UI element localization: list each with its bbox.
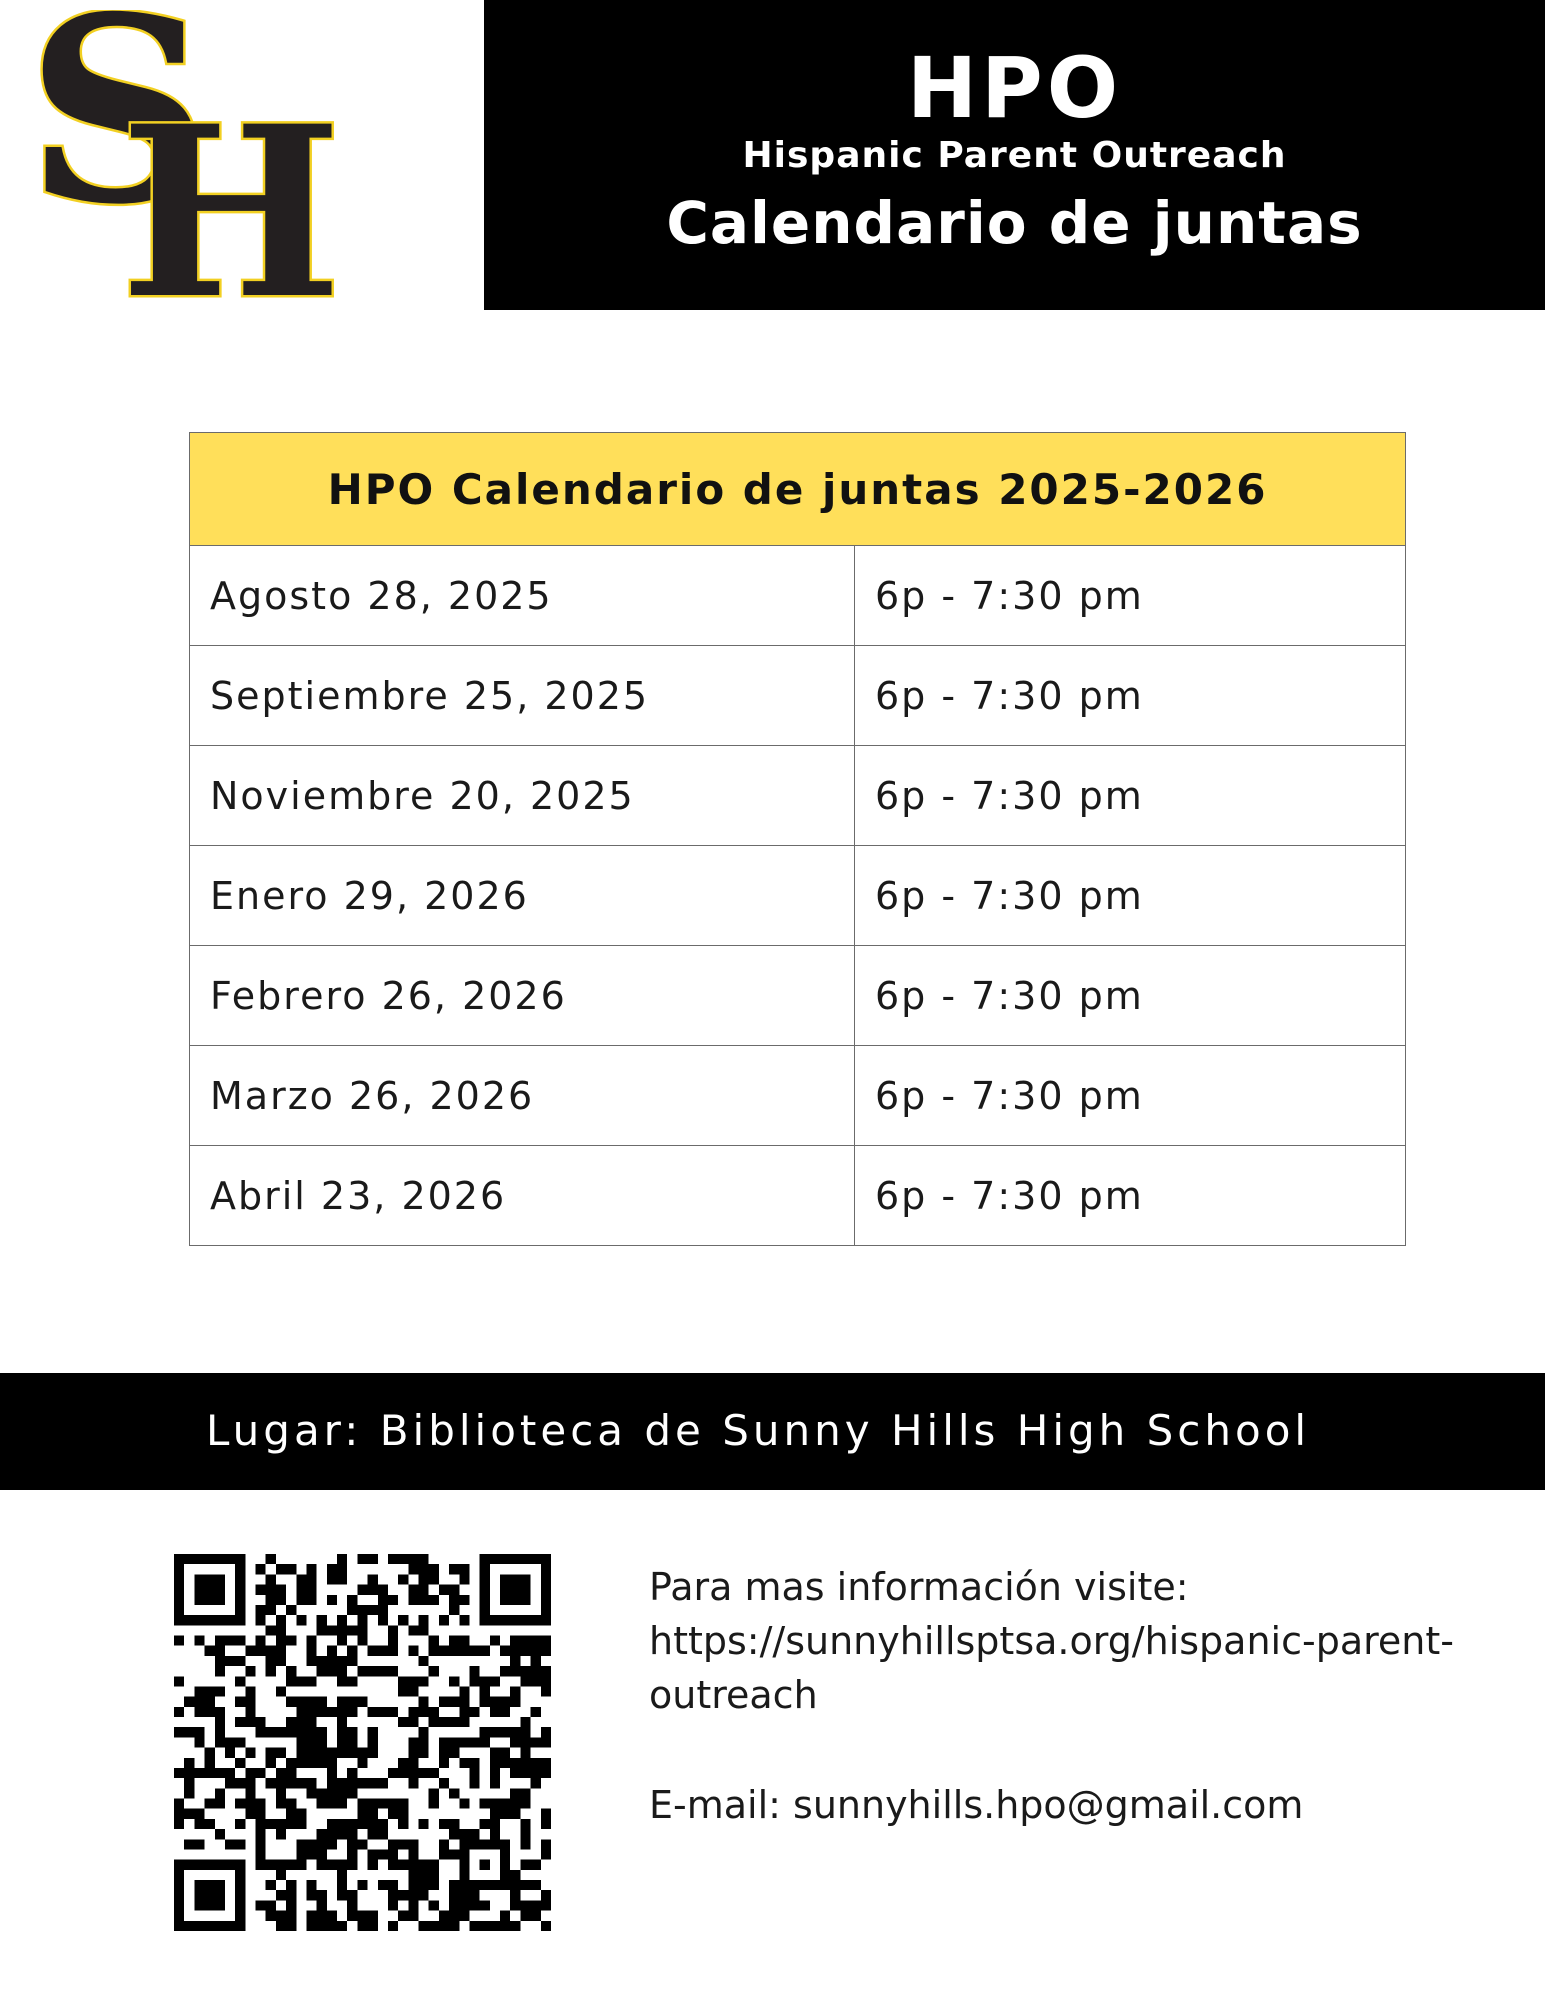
meeting-date: Abril 23, 2026 (190, 1146, 855, 1246)
svg-text:S: S (26, 10, 191, 261)
page-title: HPO (906, 39, 1123, 137)
location-band (0, 1373, 1545, 1490)
table-row (190, 846, 1406, 946)
meeting-date: Marzo 26, 2026 (190, 1046, 855, 1146)
meeting-time: 6p - 7:30 pm (855, 746, 1406, 846)
table-row (190, 946, 1406, 1046)
sunny-hills-sh-logo (20, 10, 440, 300)
more-info-text: Para mas información visite: (649, 1565, 1189, 1609)
location-text: Lugar: Biblioteca de Sunny Hills High School (206, 1406, 1311, 1455)
svg-text:H: H (120, 75, 343, 300)
website-link[interactable] (649, 1614, 1509, 1722)
calendar-title: Calendario de juntas (666, 189, 1363, 257)
table-row (190, 746, 1406, 846)
meeting-time: 6p - 7:30 pm (855, 946, 1406, 1046)
qr-code-icon[interactable] (174, 1554, 551, 1931)
meeting-time: 6p - 7:30 pm (855, 646, 1406, 746)
meeting-time: 6p - 7:30 pm (855, 1146, 1406, 1246)
meeting-date: Noviembre 20, 2025 (190, 746, 855, 846)
meeting-schedule-table (189, 432, 1406, 1246)
meeting-date: Septiembre 25, 2025 (190, 646, 855, 746)
email-link[interactable]: E-mail: sunnyhills.hpo@gmail.com (649, 1783, 1304, 1827)
website-url-line1[interactable]: https://sunnyhillsptsa.org/hispanic-parent- (649, 1619, 1454, 1663)
website-url-line2[interactable]: outreach (649, 1673, 818, 1717)
meeting-date: Febrero 26, 2026 (190, 946, 855, 1046)
meeting-time: 6p - 7:30 pm (855, 1046, 1406, 1146)
meeting-date: Enero 29, 2026 (190, 846, 855, 946)
meeting-time: 6p - 7:30 pm (855, 546, 1406, 646)
schedule-heading: HPO Calendario de juntas 2025-2026 (190, 433, 1406, 546)
page-subtitle: Hispanic Parent Outreach (742, 135, 1287, 176)
meeting-time: 6p - 7:30 pm (855, 846, 1406, 946)
meeting-date: Agosto 28, 2025 (190, 546, 855, 646)
table-row (190, 1046, 1406, 1146)
table-row (190, 1146, 1406, 1246)
contact-info (649, 1560, 1509, 1832)
header-band (484, 0, 1545, 310)
table-row (190, 646, 1406, 746)
table-row (190, 546, 1406, 646)
